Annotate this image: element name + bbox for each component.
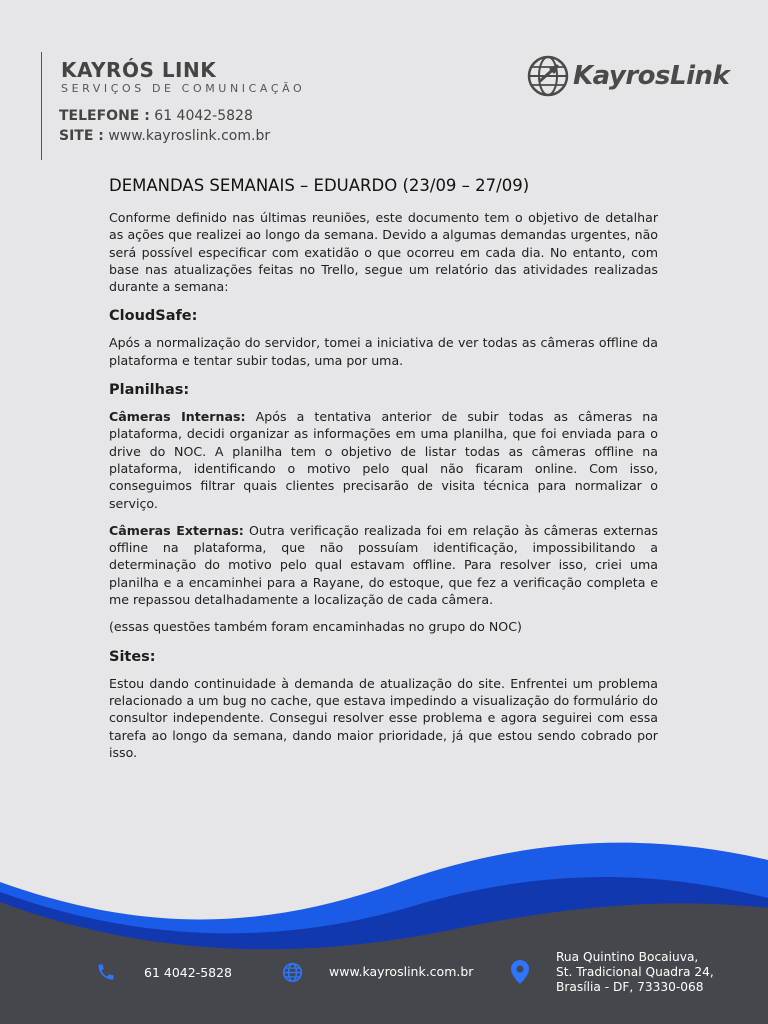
section-heading-planilhas: Planilhas: bbox=[109, 382, 190, 399]
footer-address bbox=[556, 950, 714, 995]
paragraph-text: Outra verificação realizada foi em relação às câmeras externas offline na plataforma, que não possuíam identificação, impossibilitando a determinação do motivo pelo qual estavam offline. Para resolver isso, criei uma planilha e a encaminhei para a Rayane, do estoque, que fez a verificação completa e me repassou detalhadamente a localização de cada câmera. bbox=[109, 522, 658, 608]
header-divider bbox=[41, 52, 42, 160]
header-site bbox=[59, 128, 270, 144]
intro-paragraph: Conforme definido nas últimas reuniões, este documento tem o objetivo de detalhar as ações que realizei ao longo da semana. Devido a algumas demandas urgentes, não será possível especificar com exatidão o que ocorreu em cada dia. No entanto, com base nas atualizações feitas no Trello, segue um relatório das atividades realizadas durante a semana: bbox=[109, 210, 658, 295]
site-label: SITE : bbox=[59, 128, 104, 144]
brand-subtitle: SERVIÇOS DE COMUNICAÇÃO bbox=[61, 82, 306, 95]
section-heading-cloudsafe: CloudSafe: bbox=[109, 308, 198, 325]
site-value[interactable]: www.kayroslink.com.br bbox=[108, 128, 271, 144]
brand-name: KAYRÓS LINK bbox=[61, 58, 217, 82]
section-heading-sites: Sites: bbox=[109, 648, 156, 665]
address-line: St. Tradicional Quadra 24, bbox=[556, 965, 714, 979]
address-line: Brasília - DF, 73330-068 bbox=[556, 980, 704, 994]
brand-block bbox=[61, 58, 305, 95]
footer-website[interactable]: www.kayroslink.com.br bbox=[329, 964, 474, 979]
phone-value: 61 4042-5828 bbox=[154, 108, 253, 124]
address-line: Rua Quintino Bocaiuva, bbox=[556, 950, 699, 964]
globe-logo-icon bbox=[527, 55, 569, 97]
company-logo bbox=[527, 55, 729, 97]
sites-paragraph bbox=[109, 675, 658, 761]
cameras-internas-paragraph bbox=[109, 408, 658, 512]
location-pin-icon bbox=[511, 960, 529, 984]
paragraph-text: Após a tentativa anterior de subir todas as câmeras na plataforma, decidi organizar as informações em uma planilha, que foi enviada para o drive do NOC. A planilha tem o objetivo de listar todas as câmeras offline na plataforma, identificando o motivo pelo qual não ficaram online. Com isso, conseguimos filtrar quais clientes precisarão de visita técnica para normalizar o serviço. bbox=[109, 409, 658, 511]
document-title: DEMANDAS SEMANAIS – EDUARDO (23/09 – 27/09) bbox=[109, 176, 530, 195]
noc-note-paragraph bbox=[109, 618, 658, 635]
phone-label: TELEFONE : bbox=[59, 108, 150, 124]
phone-icon bbox=[96, 962, 116, 982]
globe-icon bbox=[282, 962, 303, 983]
document-body bbox=[109, 176, 658, 771]
paragraph-text: Estou dando continuidade à demanda de atualização do site. Enfrentei um problema relacionado a um bug no cache, que estava impedindo a visualização do formulário do consultor independente. Consegui resolver esse problema e agora seguirei com essa tarefa ao longo da semana, dando maior prioridade, já que estou sendo cobrado por isso. bbox=[109, 675, 658, 760]
cloudsafe-paragraph bbox=[109, 334, 658, 369]
footer-phone[interactable]: 61 4042-5828 bbox=[144, 965, 233, 980]
logo-text: KayrosLink bbox=[573, 61, 730, 91]
paragraph-lead: Câmeras Externas: bbox=[109, 522, 244, 538]
paragraph-text: Após a normalização do servidor, tomei a iniciativa de ver todas as câmeras offline da plataforma e tentar subir todas, uma por uma. bbox=[109, 335, 658, 368]
paragraph-lead: Câmeras Internas: bbox=[109, 409, 246, 425]
cameras-externas-paragraph bbox=[109, 522, 658, 608]
header-phone bbox=[59, 108, 253, 124]
paragraph-text: (essas questões também foram encaminhadas no grupo do NOC) bbox=[109, 619, 522, 635]
